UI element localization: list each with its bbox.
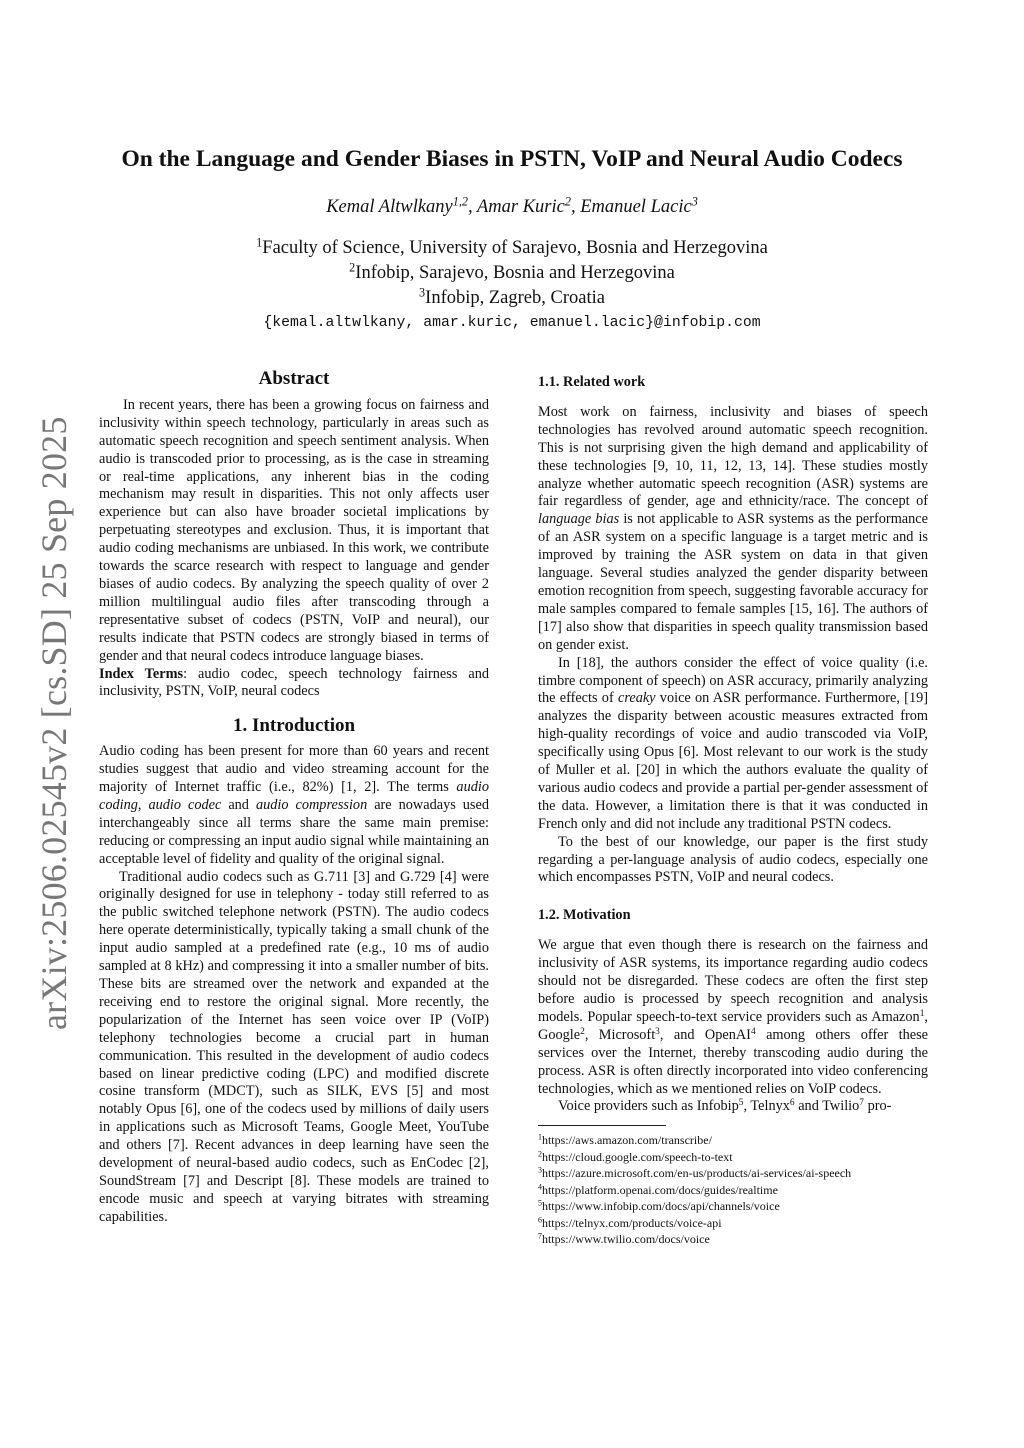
footnote-number: 7 <box>538 1232 542 1241</box>
footnote-number: 1 <box>538 1133 542 1142</box>
footnote <box>538 1165 928 1182</box>
author-affiliation-mark: 2 <box>564 194 571 209</box>
section-heading-introduction: 1. Introduction <box>232 715 356 737</box>
text-run: , Telnyx <box>743 1098 790 1115</box>
footnote-divider <box>538 1125 666 1126</box>
author-name: Kemal Altwlkany <box>326 197 453 217</box>
text-run: Audio coding has been present for more than 60 years and recent studies suggest that audio and video streaming account for the majority of Internet traffic (i.e., 82%) [1, 2]. The terms <box>99 743 489 796</box>
footnote-mark[interactable]: 1 <box>919 1008 925 1019</box>
footnote-link[interactable]: https://azure.microsoft.com/en-us/products/ai-services/ai-speech <box>541 1166 852 1181</box>
footnotes <box>538 1132 928 1248</box>
footnote-number: 6 <box>538 1215 542 1225</box>
footnote <box>538 1149 928 1166</box>
affiliation <box>0 261 1024 286</box>
text-run: Voice providers such as Infobip <box>558 1098 739 1115</box>
author-affiliation-mark: 1,2 <box>452 194 469 209</box>
motivation-paragraph <box>538 1098 928 1116</box>
footnote-mark[interactable]: 5 <box>738 1098 744 1109</box>
text-run: is not applicable to ASR systems as the performance of an ASR system on a specific language is a target metric and is improved by training the ASR system on data in that given language. Several studies analyzed the gender disparity between emotion recognition from speech, suggesting favorable accuracy for male samples compared to female samples [15, 16]. The authors of [17] also show that disparities in speech quality transmission based on gender exist. <box>538 511 928 653</box>
affiliation-text: Infobip, Zagreb, Croatia <box>425 288 605 308</box>
affiliation <box>0 286 1024 311</box>
footnote-mark[interactable]: 7 <box>859 1098 865 1109</box>
footnote <box>538 1231 928 1248</box>
abstract-text: In recent years, there has been a growing focus on fairness and inclusivity within speech technology, particularly in areas such as automatic speech recognition and speech sentiment analysis. When audio is transcoded prior to processing, as is the case in streaming or real-time applications, any inherent bias in the coding mechanism may result in disparities. This not only affects user experience but can also have broader societal implications by perpetuating stereotypes and exclusion. Thus, it is important that audio coding mechanisms are unbiased. In this work, we contribute towards the scarce research with respect to language and gender biases of audio codecs. By analyzing the speech quality of over 2 million multilingual audio files after transcoding through a representative subset of codecs (PSTN, VoIP and neural), our results indicate that PSTN codecs are strongly biased in terms of gender and that neural codecs introduce language biases. <box>99 396 489 664</box>
text-run: In [18], the authors consider the effect of voice quality (i.e. timbre component of speech) on ASR accuracy, primarily analyzing the effects of <box>538 654 928 707</box>
affiliation-text: Infobip, Sarajevo, Bosnia and Herzegovina <box>355 263 675 283</box>
affiliations <box>0 236 1024 336</box>
affiliation-text: Faculty of Science, University of Sarajevo, Bosnia and Herzegovina <box>262 238 768 258</box>
footnote-mark[interactable]: 3 <box>655 1026 660 1037</box>
footnote <box>538 1215 928 1232</box>
text-run: pro- <box>864 1098 892 1115</box>
text-run: are nowadays used interchangeably since all terms share the same main premise: reducing or compressing an input audio signal while maintaining an acceptable level of fidelity and quality of the original signal. <box>99 796 489 867</box>
footnote-link[interactable]: https://aws.amazon.com/transcribe/ <box>541 1133 712 1148</box>
footnote <box>538 1132 928 1149</box>
right-column <box>538 368 928 1248</box>
intro-paragraph: Traditional audio codecs such as G.711 [3] and G.729 [4] were originally designed for use in telephony - today still referred to as the public switched telephone network (PSTN). The audio codecs here operate deterministically, typically taking a small chunk of the input audio sampled at a predefined rate (e.g., 10 ms of audio sampled at 8 kHz) and compressing it into a smaller number of bits. These bits are streamed over the network and expanded at the receiving end to restore the original signal. More recently, the popularization of the Internet has seen voice over IP (VoIP) telephony technologies become a crucial part in human communication. This resulted in the development of audio codecs based on linear predictive coding (LPC) and modified discrete cosine transform (MDCT), such as SILK, EVS [5] and most notably Opus [6], one of the codecs used by millions of daily users in applications such as Microsoft Teams, Google Meet, YouTube and others [7]. Recent advances in deep learning have seen the development of neural-based audio codecs, such as EnCodec [2], SoundStream [7] and Descript [8]. These models are trained to encode music and speech at varying bitrates with streaming capabilities. <box>99 868 489 1225</box>
left-column <box>99 368 489 1227</box>
italic-term: audio compression <box>255 796 368 813</box>
index-terms <box>99 666 489 702</box>
author-emails[interactable]: {kemal.altwlkany, amar.kuric, emanuel.lacic}@infobip.com <box>263 315 761 331</box>
italic-term: audio coding <box>99 779 489 813</box>
abstract-heading: Abstract <box>258 368 330 389</box>
affiliation <box>0 236 1024 261</box>
index-terms-label: Index Terms <box>99 665 184 682</box>
italic-term: language bias <box>538 511 620 528</box>
italic-term: audio codec <box>148 796 222 813</box>
footnote-number: 5 <box>538 1199 542 1208</box>
index-terms-text: : audio codec, speech technology fairness and inclusivity, PSTN, VoIP, neural codecs <box>99 665 489 700</box>
footnote-link[interactable]: https://cloud.google.com/speech-to-text <box>541 1149 733 1164</box>
affiliation-mark: 2 <box>349 260 356 275</box>
footnote-link[interactable]: https://www.twilio.com/docs/voice <box>541 1232 710 1247</box>
author-name: Emanuel Lacic <box>580 197 692 217</box>
footnote-mark[interactable]: 4 <box>750 1026 756 1037</box>
text-run: , Microsoft <box>584 1026 656 1043</box>
abstract <box>99 397 489 701</box>
related-work-paragraph <box>538 655 928 834</box>
text-run: , <box>137 796 149 813</box>
footnote-number: 4 <box>538 1182 542 1192</box>
author-list: Kemal Altwlkany$^{1,2}$, Amar Kuric$^2$, Emanuel Lacic$^3$ <box>326 194 698 217</box>
footnote-mark[interactable]: 6 <box>789 1098 795 1109</box>
intro-paragraph <box>99 743 489 868</box>
text-run: and <box>221 796 256 813</box>
footnote-link[interactable]: https://telnyx.com/products/voice-api <box>541 1215 722 1230</box>
affiliation-mark: 1 <box>256 235 263 250</box>
subsection-heading-related-work: 1.1. Related work <box>538 374 646 390</box>
motivation-paragraph <box>538 937 928 1098</box>
text-run: among others offer these services over the Internet, thereby transcoding audio during the process. ASR is often directly incorporated into video conferencing technologies, which as we mentioned relies on VoIP codecs. <box>538 1026 928 1097</box>
italic-term: creaky <box>617 690 656 707</box>
related-work-paragraph: To the best of our knowledge, our paper is the first study regarding a per-language analysis of audio codecs, especially one which encompasses PSTN, VoIP and neural codecs. <box>538 833 928 886</box>
footnote-number: 3 <box>538 1166 542 1175</box>
text-run: Most work on fairness, inclusivity and biases of speech technologies has revolved around automatic speech recognition. This is not surprising given the high demand and applicability of these technologies [9, 10, 11, 12, 13, 14]. These studies mostly analyze whether automatic speech recognition (ASR) systems are fair regardless of gender, age and ethnicity/race. The concept of <box>538 403 928 510</box>
text-run: , and OpenAI <box>659 1026 751 1043</box>
text-run: , Google <box>538 1008 928 1043</box>
arxiv-identifier: arXiv:2506.02545v2 [cs.SD] 25 Sep 2025 <box>34 416 74 1030</box>
affiliation-mark: 3 <box>419 285 426 300</box>
footnote-number: 2 <box>538 1149 542 1159</box>
text-run: We argue that even though there is research on the fairness and inclusivity of ASR systems, its importance regarding audio codecs should not be disregarded. These codecs are often the first step before audio is processed by speech recognition and analysis models. Popular speech-to-text service providers such as Amazon <box>538 937 928 1025</box>
related-work-paragraph <box>538 404 928 655</box>
footnote-mark[interactable]: 2 <box>580 1026 585 1037</box>
footnote-link[interactable]: https://platform.openai.com/docs/guides/realtime <box>541 1182 778 1197</box>
author-name: Amar Kuric <box>476 197 565 217</box>
footnote <box>538 1182 928 1199</box>
text-run: and Twilio <box>794 1098 860 1115</box>
paper-title: On the Language and Gender Biases in PSTN, VoIP and Neural Audio Codecs <box>121 146 903 172</box>
footnote <box>538 1198 928 1215</box>
footnote-link[interactable]: https://www.infobip.com/docs/api/channels/voice <box>541 1199 780 1214</box>
subsection-heading-motivation: 1.2. Motivation <box>538 907 631 924</box>
text-run: voice on ASR performance. Furthermore, [19] analyzes the disparity between acoustic measures extracted from high-quality recordings of voice and audio transcoded via VoIP, specifically using Opus [6]. Most relevant to our work is the study of Muller et al. [20] in which the authors evaluate the quality of various audio codecs and provide a partial per-gender assessment of the data. However, a limitation there is that it was conducted in French only and did not include any traditional PSTN codecs. <box>538 690 928 832</box>
author-affiliation-mark: 3 <box>691 194 698 209</box>
